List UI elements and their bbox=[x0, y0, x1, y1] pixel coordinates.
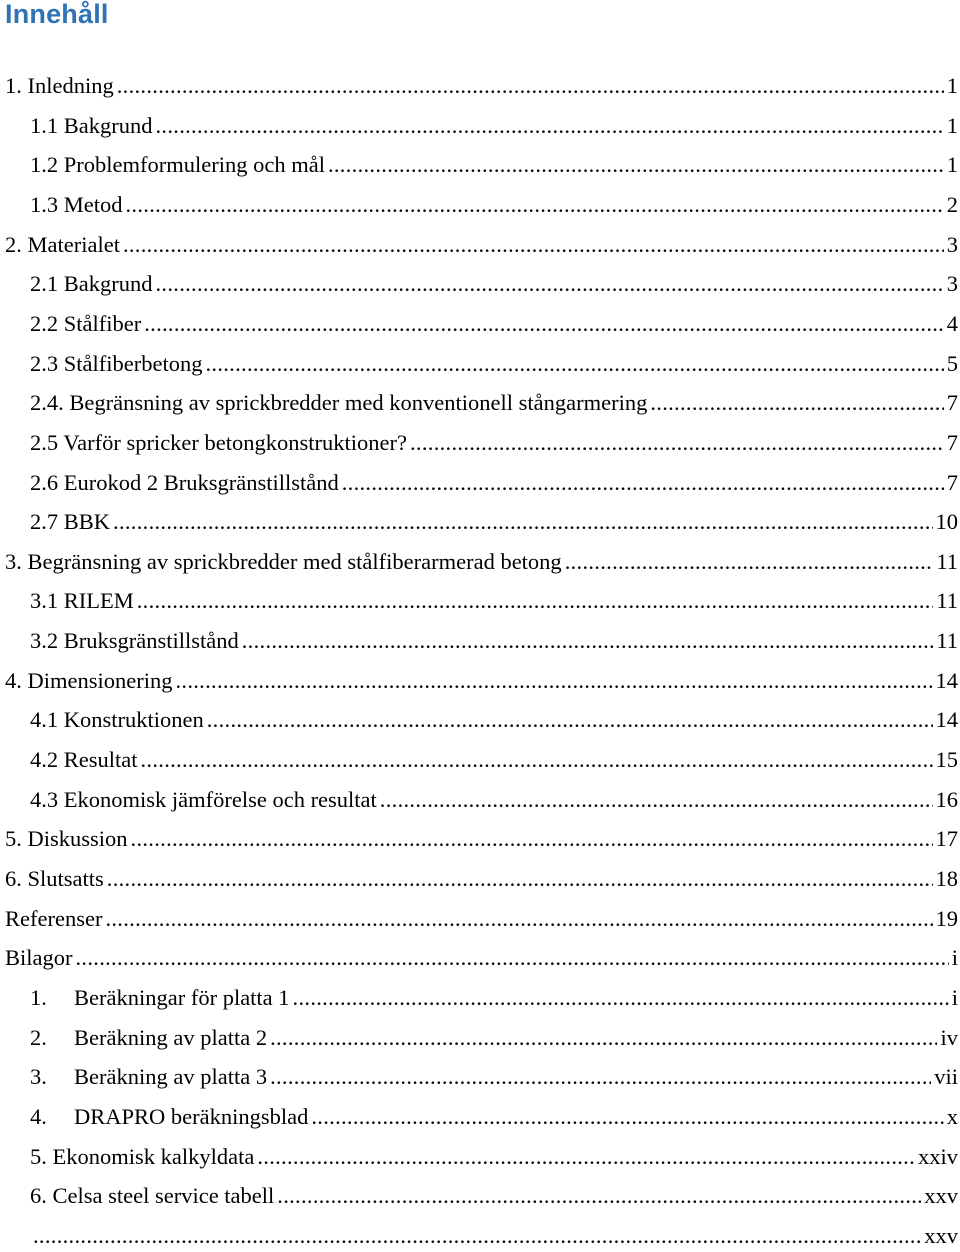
toc-entry[interactable] bbox=[30, 982, 960, 1014]
toc-entry-text: 4.2 Resultat bbox=[30, 744, 138, 776]
toc-leader-dots bbox=[141, 744, 933, 776]
toc-entry-text: 1.1 Bakgrund bbox=[30, 110, 153, 142]
toc-entry[interactable] bbox=[30, 1220, 960, 1252]
toc-leader-dots bbox=[126, 189, 944, 221]
toc-entry[interactable] bbox=[30, 744, 960, 776]
page-title: Innehåll bbox=[5, 0, 109, 32]
toc-leader-dots bbox=[207, 704, 933, 736]
toc-leader-dots bbox=[410, 427, 944, 459]
toc-entry-number: 3. bbox=[30, 1061, 74, 1093]
toc-entry-label bbox=[30, 387, 647, 419]
toc-entry[interactable] bbox=[30, 268, 960, 300]
toc-leader-dots bbox=[328, 149, 944, 181]
toc-leader-dots bbox=[76, 942, 949, 974]
toc-page-number: 3 bbox=[947, 268, 960, 300]
toc-entry[interactable] bbox=[30, 427, 960, 459]
toc-entry-text: 2.5 Varför spricker betongkonstruktioner? bbox=[30, 427, 407, 459]
toc-entry-label bbox=[30, 427, 407, 459]
toc-entry-label bbox=[30, 506, 110, 538]
toc-leader-dots bbox=[156, 268, 944, 300]
toc-entry-number: 1. bbox=[30, 982, 74, 1014]
toc-entry[interactable] bbox=[5, 229, 960, 261]
toc-entry[interactable] bbox=[30, 784, 960, 816]
toc-entry-text: 2.3 Stålfiberbetong bbox=[30, 348, 202, 380]
toc-leader-dots bbox=[270, 1022, 937, 1054]
toc-entry-label bbox=[30, 268, 153, 300]
toc-leader-dots bbox=[117, 70, 944, 102]
toc-leader-dots bbox=[277, 1180, 921, 1212]
toc-entry-label bbox=[5, 823, 128, 855]
toc-entry-text: Referenser bbox=[5, 903, 102, 935]
toc-page-number: 17 bbox=[936, 823, 960, 855]
toc-page-number: 11 bbox=[936, 546, 960, 578]
toc-entry-label bbox=[30, 704, 204, 736]
toc-entry-text: 4.3 Ekonomisk jämförelse och resultat bbox=[30, 784, 377, 816]
toc-leader-dots bbox=[342, 467, 944, 499]
toc-entry[interactable] bbox=[30, 308, 960, 340]
toc-entry-label bbox=[30, 982, 290, 1014]
toc-entry-label bbox=[5, 863, 104, 895]
toc-entry-text: Beräkning av platta 3 bbox=[74, 1061, 267, 1093]
toc-page-number: 1 bbox=[947, 110, 960, 142]
toc-page-number: 14 bbox=[936, 704, 960, 736]
toc-entry[interactable] bbox=[30, 189, 960, 221]
toc-page-number: iv bbox=[940, 1022, 960, 1054]
toc-leader-dots bbox=[257, 1141, 915, 1173]
toc-entry[interactable] bbox=[30, 506, 960, 538]
toc-page-number: 7 bbox=[947, 467, 960, 499]
toc-entry[interactable] bbox=[30, 387, 960, 419]
toc-entry[interactable] bbox=[30, 110, 960, 142]
toc-entry-label bbox=[30, 625, 239, 657]
toc-page-number: 11 bbox=[936, 585, 960, 617]
toc-entry-label bbox=[30, 1022, 267, 1054]
toc-entry[interactable] bbox=[5, 70, 960, 102]
toc-entry-label bbox=[5, 665, 172, 697]
toc-entry[interactable] bbox=[5, 823, 960, 855]
toc-leader-dots bbox=[123, 229, 944, 261]
toc-entry-number: 4. bbox=[30, 1101, 74, 1133]
toc-leader-dots bbox=[107, 863, 933, 895]
toc-leader-dots bbox=[144, 308, 944, 340]
toc-page-number: 1 bbox=[947, 70, 960, 102]
toc-page-number: 7 bbox=[947, 427, 960, 459]
toc-page-number: i bbox=[952, 942, 960, 974]
toc-entry[interactable] bbox=[30, 1101, 960, 1133]
toc-page-number: xxiv bbox=[918, 1141, 960, 1173]
toc-entry-label bbox=[30, 467, 339, 499]
toc-page-number: 2 bbox=[947, 189, 960, 221]
toc-entry-label bbox=[30, 1141, 254, 1173]
toc-entry-text: DRAPRO beräkningsblad bbox=[74, 1101, 308, 1133]
toc-leader-dots bbox=[565, 546, 934, 578]
toc-page-number: 19 bbox=[936, 903, 960, 935]
toc-page-number: 16 bbox=[936, 784, 960, 816]
toc-entry-label bbox=[30, 149, 325, 181]
toc-leader-dots bbox=[380, 784, 933, 816]
toc-page-number: xxv bbox=[924, 1220, 960, 1252]
toc-page-number: 14 bbox=[936, 665, 960, 697]
toc-entry-label bbox=[30, 110, 153, 142]
toc-page-number: xxv bbox=[924, 1180, 960, 1212]
toc-leader-dots bbox=[311, 1101, 943, 1133]
toc-page-number: 3 bbox=[947, 229, 960, 261]
toc-entry-label bbox=[5, 903, 102, 935]
toc-entry-text: 2.6 Eurokod 2 Bruksgränstillstånd bbox=[30, 467, 339, 499]
toc-entry[interactable] bbox=[5, 665, 960, 697]
toc-entry-label bbox=[30, 348, 202, 380]
toc-page-number: 11 bbox=[936, 625, 960, 657]
toc-leader-dots bbox=[131, 823, 933, 855]
toc-entry[interactable] bbox=[30, 1022, 960, 1054]
toc-page-number: 5 bbox=[947, 348, 960, 380]
toc-leader-dots bbox=[175, 665, 932, 697]
toc-leader-dots bbox=[105, 903, 932, 935]
toc-entry-text: Bilagor bbox=[5, 942, 73, 974]
toc-entry-text: 1.2 Problemformulering och mål bbox=[30, 149, 325, 181]
toc-entry-label bbox=[30, 744, 138, 776]
toc-entry[interactable] bbox=[30, 467, 960, 499]
toc-entry-label bbox=[30, 1180, 274, 1212]
toc-entry-text: 3.2 Bruksgränstillstånd bbox=[30, 625, 239, 657]
toc-entry-text: 3. Begränsning av sprickbredder med stålfiberarmerad betong bbox=[5, 546, 562, 578]
toc-entry-text: 2.7 BBK bbox=[30, 506, 110, 538]
toc-leader-dots bbox=[156, 110, 944, 142]
toc-entry[interactable] bbox=[30, 704, 960, 736]
toc-page-number: 1 bbox=[947, 149, 960, 181]
toc-page-number: 18 bbox=[936, 863, 960, 895]
toc-entry-label bbox=[5, 229, 120, 261]
toc-page-number: 15 bbox=[936, 744, 960, 776]
toc-leader-dots bbox=[205, 348, 943, 380]
toc-entry-text: 5. Diskussion bbox=[5, 823, 128, 855]
toc-leader-dots bbox=[650, 387, 943, 419]
toc-leader-dots bbox=[33, 1220, 921, 1252]
toc-entry-text: 4.1 Konstruktionen bbox=[30, 704, 204, 736]
toc-entry-label bbox=[30, 1061, 267, 1093]
toc-leader-dots bbox=[113, 506, 932, 538]
toc-entry-label bbox=[30, 784, 377, 816]
toc-page-number: 7 bbox=[947, 387, 960, 419]
toc-leader-dots bbox=[242, 625, 934, 657]
toc-page-number: x bbox=[947, 1101, 960, 1133]
toc-entry-text: 2. Materialet bbox=[5, 229, 120, 261]
toc-entry[interactable] bbox=[30, 625, 960, 657]
toc-leader-dots bbox=[270, 1061, 931, 1093]
toc-entry-text: 1.3 Metod bbox=[30, 189, 123, 221]
toc-entry[interactable] bbox=[5, 942, 960, 974]
toc-entry-label bbox=[30, 585, 134, 617]
toc-entry[interactable] bbox=[5, 863, 960, 895]
toc-entry[interactable] bbox=[30, 1141, 960, 1173]
toc-page-number: 4 bbox=[947, 308, 960, 340]
toc-entry[interactable] bbox=[30, 585, 960, 617]
toc-entry-text: 1. Inledning bbox=[5, 70, 114, 102]
toc-page-number: vii bbox=[934, 1061, 960, 1093]
toc-entry[interactable] bbox=[30, 1180, 960, 1212]
toc-entry[interactable] bbox=[5, 546, 960, 578]
toc-entry-number: 2. bbox=[30, 1022, 74, 1054]
toc-entry-text: 2.4. Begränsning av sprickbredder med konventionell stångarmering bbox=[30, 387, 647, 419]
toc-entry[interactable] bbox=[30, 348, 960, 380]
toc-entry-text: 6. Celsa steel service tabell bbox=[30, 1180, 274, 1212]
toc-entry[interactable] bbox=[30, 1061, 960, 1093]
toc-entry-label bbox=[30, 1101, 308, 1133]
toc-entry-text: 4. Dimensionering bbox=[5, 665, 172, 697]
toc-entry-text: Beräkningar för platta 1 bbox=[74, 982, 290, 1014]
toc-entry[interactable] bbox=[5, 903, 960, 935]
toc-entry-text: Beräkning av platta 2 bbox=[74, 1022, 267, 1054]
toc-entry[interactable] bbox=[30, 149, 960, 181]
toc-entry-text: 2.2 Stålfiber bbox=[30, 308, 141, 340]
toc-page-number: i bbox=[952, 982, 960, 1014]
toc-entry-label bbox=[30, 189, 123, 221]
toc-entry-text: 6. Slutsatts bbox=[5, 863, 104, 895]
toc-entry-label bbox=[5, 942, 73, 974]
toc-leader-dots bbox=[137, 585, 934, 617]
toc-entry-text: 3.1 RILEM bbox=[30, 585, 134, 617]
toc-entry-text: 2.1 Bakgrund bbox=[30, 268, 153, 300]
toc-entry-label bbox=[5, 70, 114, 102]
toc-entry-text: 5. Ekonomisk kalkyldata bbox=[30, 1141, 254, 1173]
toc-leader-dots bbox=[293, 982, 949, 1014]
toc-entry-label bbox=[5, 546, 562, 578]
toc-entry-label bbox=[30, 308, 141, 340]
toc-page-number: 10 bbox=[936, 506, 960, 538]
